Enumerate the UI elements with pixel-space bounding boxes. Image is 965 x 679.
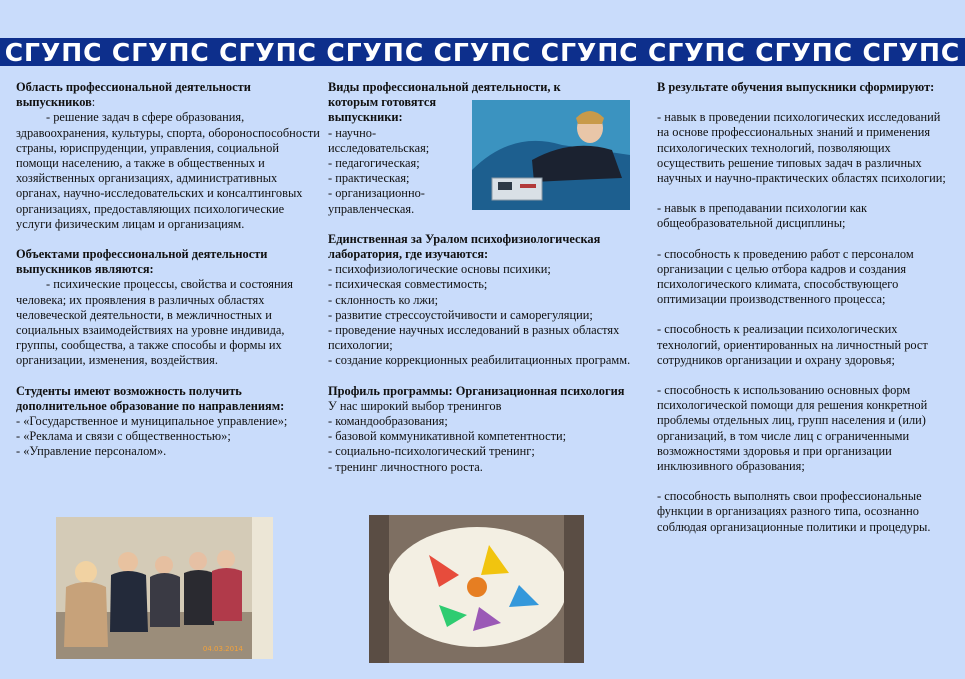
paragraph-gap — [657, 474, 947, 489]
body-text: - тренинг личностного роста. — [328, 459, 483, 474]
body-text: - научно-исследовательская; — [328, 125, 430, 155]
body-text: У нас широкий выбор тренингов — [328, 398, 502, 413]
body-text: - социально-психологический тренинг; — [328, 444, 535, 459]
section-heading: Студенты имеют возможность получить дополнительное образование по направлениям: — [16, 383, 285, 413]
body-text: - психическая совместимость; — [328, 277, 488, 292]
column-learning-outcomes — [657, 80, 947, 535]
brand-label: СГУПС — [219, 38, 317, 66]
body-text: - психофизиологические основы психики; — [328, 262, 551, 277]
students-photo-illustration — [56, 517, 273, 659]
body-text: - способность выполнять свои профессиональные функции в организациях разного типа, осознанно соблюдая организационные политики и процедуры. — [657, 489, 931, 534]
section-heading: выпускники: — [328, 110, 403, 125]
body-text: - проведение научных исследований в разных областях психологии; — [328, 323, 620, 353]
brand-label: СГУПС — [755, 38, 854, 66]
paragraph-gap — [657, 307, 947, 322]
brand-label: СГУПС — [648, 38, 746, 66]
paragraph-gap — [657, 232, 947, 247]
body-text: - навык в преподавании психологии как общеобразовательной дисциплины; — [657, 201, 868, 231]
section-heading: Единственная за Уралом психофизиологическая лаборатория, где изучаются: — [328, 231, 601, 262]
body-text: - практическая; — [328, 171, 410, 186]
paragraph-gap — [16, 232, 321, 247]
brand-banner — [0, 38, 965, 66]
body-text: - психические процессы, свойства и состояния человека; их проявления в различных областях человеческой деятельности, в межличностных и социальных взаимодействиях на уровне индивида, группы, сообщества, а также способы и формы их организации, изменения, воздействия. — [16, 277, 293, 368]
body-text: - организационно-управленческая. — [328, 186, 425, 216]
body-text: - навык в проведении психологических исследований на основе профессиональных знаний и применения психологических технологий, позволяющих осуществить решение типовых задач в различных научных и научно-практических областях психологии; — [657, 110, 946, 186]
section-heading: Профиль программы: Организационная психология — [328, 383, 625, 398]
body-text: - способность к использованию основных форм психологической помощи для решения конкретной проблемы отдельных лиц, групп населения и (или) организаций, в том числе лиц с ограниченными возможностями здоровья и при организации инклюзивного образования; — [657, 383, 928, 474]
paragraph-gap — [328, 369, 633, 384]
body-text: - склонность ко лжи; — [328, 292, 439, 307]
brand-label: СГУПС — [540, 38, 639, 66]
brand-label: СГУПС — [326, 38, 425, 66]
paragraph-gap — [657, 186, 947, 201]
section-heading: Область профессиональной деятельности выпускников: — [16, 80, 251, 110]
body-text: - «Государственное и муниципальное управление»; — [16, 414, 288, 429]
brand-label: СГУПС — [433, 38, 532, 66]
body-text: - развитие стрессоустойчивости и саморегуляции; — [328, 307, 593, 322]
body-text: - педагогическая; — [328, 156, 420, 171]
paragraph-gap — [657, 95, 947, 110]
body-text: - базовой коммуникативной компетентности; — [328, 429, 567, 444]
section-heading: Виды профессиональной деятельности, к которым готовятся — [328, 80, 561, 110]
paragraph-gap — [657, 368, 947, 383]
painted-hands-photo — [369, 515, 584, 663]
paragraph-gap — [328, 217, 633, 232]
body-text: - способность к реализации психологических технологий, ориентированных на личностный рост сотрудников организации и охрану здоровья; — [657, 322, 928, 367]
students-photo — [56, 517, 273, 659]
section-heading: Объектами профессиональной деятельности выпускников являются: — [16, 247, 268, 277]
brand-label: СГУПС — [862, 38, 961, 66]
body-text: - способность к проведению работ с персоналом организации с целью отбора кадров и создания психологического климата, способствующего оптимизации производственного процесса; — [657, 246, 914, 307]
body-text: - «Управление персоналом». — [16, 444, 167, 459]
brand-label: СГУПС — [111, 38, 210, 66]
column-professional-area — [16, 80, 321, 460]
body-text: - создание коррекционных реабилитационных программ. — [328, 353, 631, 368]
paragraph-gap — [16, 369, 321, 384]
lab-photo-illustration — [472, 100, 630, 210]
body-text: - решение задач в сфере образования, здравоохранения, культуры, спорта, обороноспособности страны, юриспруденции, управления, социальной помощи населению, а также в общественных и хозяйственных организациях, административных органах, научно-исследовательских и консалтинговых организациях, предоставляющих психологические услуги физическим лицам и организациям. — [16, 110, 320, 231]
lab-photo — [472, 100, 630, 210]
body-text: - «Реклама и связи с общественностью»; — [16, 429, 231, 444]
photo-date-stamp: 04.03.2014 — [202, 645, 243, 653]
brand-label: СГУПС — [4, 38, 103, 66]
painted-hands-illustration — [369, 515, 584, 663]
body-text: - командообразования; — [328, 414, 448, 429]
section-heading: В результате обучения выпускники сформируют: — [657, 80, 935, 94]
